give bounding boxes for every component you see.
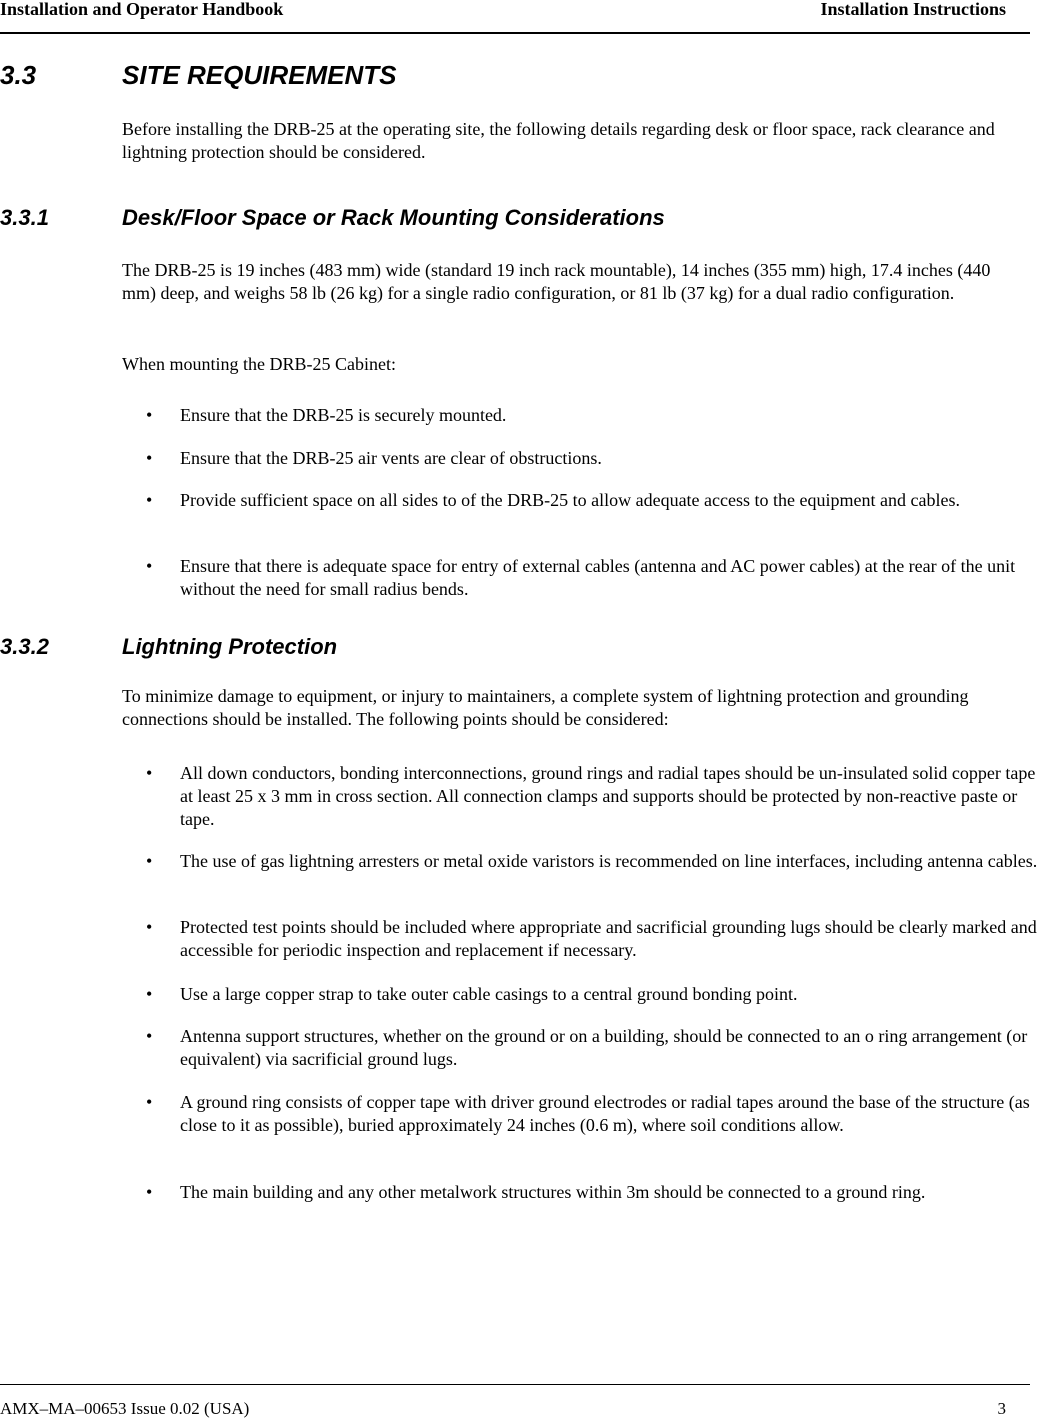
subsection-1-lead: When mounting the DRB-25 Cabinet: [122, 354, 396, 374]
bullet-marker: • [146, 448, 153, 468]
list-item: Ensure that there is adequate space for entry of external cables (antenna and AC power cables) at the rear of the unit without the need for small radius bends. [180, 556, 1016, 599]
header-right-title: Installation Instructions [820, 0, 1006, 19]
document-id: AMX–MA–00653 Issue 0.02 (USA) [0, 1399, 250, 1418]
list-item: Use a large copper strap to take outer cable casings to a central ground bonding point. [180, 984, 798, 1004]
page-number: 3 [997, 1399, 1006, 1418]
list-item: Ensure that the DRB-25 is securely mounted. [180, 405, 507, 425]
bullet-marker: • [146, 556, 153, 576]
bullet-marker: • [146, 763, 153, 783]
list-item: Provide sufficient space on all sides to of the DRB-25 to allow adequate access to the equipment and cables. [180, 490, 960, 510]
subsection-1-paragraph: The DRB-25 is 19 inches (483 mm) wide (standard 19 inch rack mountable), 14 inches (355 mm) high, 17.4 inches (440 mm) deep, and weighs 58 lb (26 kg) for a single radio configuration, or 81 lb (37 kg) for a dual radio configuration. [122, 260, 991, 303]
bullet-marker: • [146, 405, 153, 425]
bullet-marker: • [146, 917, 153, 937]
list-item: The use of gas lightning arresters or metal oxide varistors is recommended on line interfaces, including antenna cables. [180, 851, 1038, 871]
bullet-marker: • [146, 851, 153, 871]
page-footer [0, 1384, 1030, 1417]
section-title: SITE REQUIREMENTS [122, 60, 397, 90]
list-item: Antenna support structures, whether on the ground or on a building, should be connected to an o ring arrangement (or equivalent) via sacrificial ground lugs. [180, 1026, 1028, 1069]
bullet-marker: • [146, 1182, 153, 1202]
header-left-title: Installation and Operator Handbook [0, 0, 284, 19]
list-item: Ensure that the DRB-25 air vents are clear of obstructions. [180, 448, 602, 468]
subsection-1-number: 3.3.1 [0, 205, 49, 230]
subsection-2-paragraph: To minimize damage to equipment, or injury to maintainers, a complete system of lightning protection and grounding connections should be installed. The following points should be considered: [122, 686, 969, 729]
section-intro: Before installing the DRB-25 at the operating site, the following details regarding desk or floor space, rack clearance and lightning protection should be considered. [122, 119, 995, 162]
list-item: The main building and any other metalwork structures within 3m should be connected to a ground ring. [180, 1182, 926, 1202]
page-header [0, 0, 1030, 34]
bullet-marker: • [146, 984, 153, 1004]
subsection-2-title: Lightning Protection [122, 634, 338, 659]
list-item: A ground ring consists of copper tape with driver ground electrodes or radial tapes around the base of the structure (as close to it as possible), buried approximately 24 inches (0.6 m), where soil conditions allow. [180, 1092, 1030, 1135]
bullet-marker: • [146, 1092, 153, 1112]
subsection-2-number: 3.3.2 [0, 634, 49, 659]
bullet-marker: • [146, 490, 153, 510]
list-item: All down conductors, bonding interconnections, ground rings and radial tapes should be un-insulated solid copper tape at least 25 x 3 mm in cross section. All connection clamps and supports should be protected by non-reactive paste or tape. [180, 763, 1036, 829]
list-item: Protected test points should be included where appropriate and sacrificial grounding lugs should be clearly marked and accessible for periodic inspection and replacement if necessary. [180, 917, 1037, 960]
section-number: 3.3 [0, 60, 37, 90]
bullet-marker: • [146, 1026, 153, 1046]
subsection-1-title: Desk/Floor Space or Rack Mounting Considerations [122, 205, 665, 230]
